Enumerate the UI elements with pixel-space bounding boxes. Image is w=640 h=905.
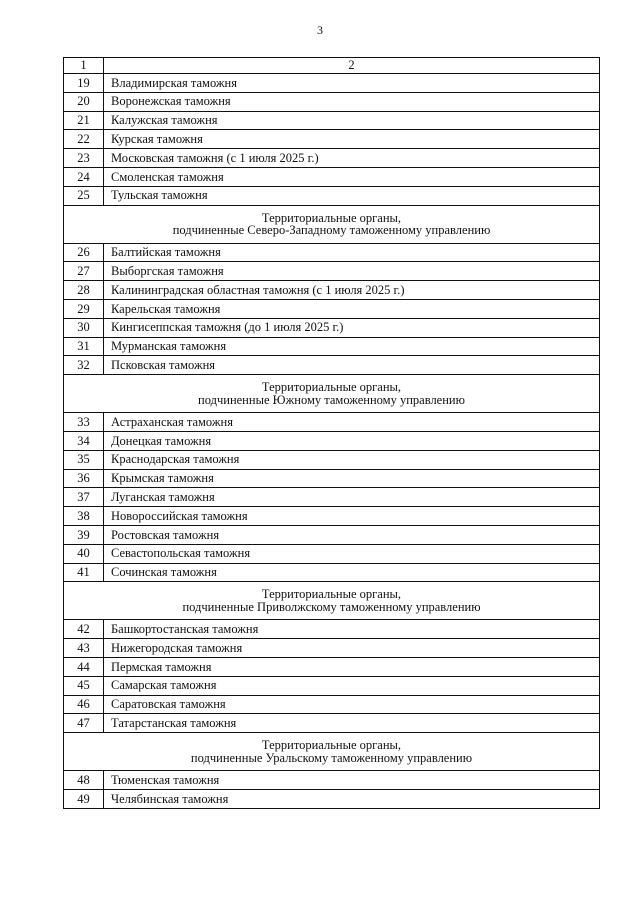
row-number: 46	[64, 695, 104, 714]
row-number: 38	[64, 507, 104, 526]
table-row	[64, 262, 600, 281]
section-heading: Территориальные органы, подчиненные Южному таможенному управлению	[64, 375, 600, 413]
row-number: 48	[64, 771, 104, 790]
customs-office-name: Луганская таможня	[104, 488, 600, 507]
row-number: 45	[64, 676, 104, 695]
section-heading-row	[64, 375, 600, 413]
table-row	[64, 563, 600, 582]
row-number: 30	[64, 318, 104, 337]
customs-office-name: Краснодарская таможня	[104, 450, 600, 469]
customs-office-name: Кингисеппская таможня (до 1 июля 2025 г.)	[104, 318, 600, 337]
section-heading-row	[64, 733, 600, 771]
section-heading: Территориальные органы, подчиненные Северо-Западному таможенному управлению	[64, 205, 600, 243]
page-number: 3	[317, 23, 323, 37]
table-row	[64, 130, 600, 149]
customs-office-name: Балтийская таможня	[104, 243, 600, 262]
customs-office-name: Крымская таможня	[104, 469, 600, 488]
row-number: 49	[64, 789, 104, 808]
customs-office-name: Псковская таможня	[104, 356, 600, 375]
table-row	[64, 695, 600, 714]
table-row	[64, 92, 600, 111]
customs-office-name: Саратовская таможня	[104, 695, 600, 714]
row-number: 26	[64, 243, 104, 262]
row-number: 22	[64, 130, 104, 149]
table-row	[64, 149, 600, 168]
customs-office-name: Выборгская таможня	[104, 262, 600, 281]
customs-office-name: Нижегородская таможня	[104, 639, 600, 658]
row-number: 44	[64, 657, 104, 676]
table-row	[64, 167, 600, 186]
customs-office-name: Новороссийская таможня	[104, 507, 600, 526]
customs-office-name: Смоленская таможня	[104, 167, 600, 186]
table-row	[64, 337, 600, 356]
table-row	[64, 469, 600, 488]
customs-office-name: Сочинская таможня	[104, 563, 600, 582]
customs-office-name: Челябинская таможня	[104, 789, 600, 808]
customs-office-name: Самарская таможня	[104, 676, 600, 695]
table-row	[64, 356, 600, 375]
table-row	[64, 507, 600, 526]
table-row	[64, 111, 600, 130]
row-number: 39	[64, 525, 104, 544]
table-header-row	[64, 58, 600, 74]
column-header-2: 2	[104, 58, 600, 74]
customs-office-name: Владимирская таможня	[104, 74, 600, 93]
table-row	[64, 544, 600, 563]
row-number: 23	[64, 149, 104, 168]
section-heading: Территориальные органы, подчиненные Уральскому таможенному управлению	[64, 733, 600, 771]
row-number: 34	[64, 431, 104, 450]
table-row	[64, 525, 600, 544]
row-number: 27	[64, 262, 104, 281]
row-number: 36	[64, 469, 104, 488]
table-row	[64, 318, 600, 337]
table-row	[64, 299, 600, 318]
table-row	[64, 657, 600, 676]
table-row	[64, 450, 600, 469]
customs-office-name: Пермская таможня	[104, 657, 600, 676]
customs-office-name: Тульская таможня	[104, 186, 600, 205]
customs-offices-table	[63, 57, 600, 809]
customs-office-name: Севастопольская таможня	[104, 544, 600, 563]
row-number: 37	[64, 488, 104, 507]
customs-office-name: Донецкая таможня	[104, 431, 600, 450]
table-row	[64, 620, 600, 639]
row-number: 47	[64, 714, 104, 733]
row-number: 20	[64, 92, 104, 111]
row-number: 29	[64, 299, 104, 318]
row-number: 32	[64, 356, 104, 375]
customs-office-name: Башкортостанская таможня	[104, 620, 600, 639]
table-row	[64, 74, 600, 93]
section-heading-row	[64, 582, 600, 620]
customs-office-name: Курская таможня	[104, 130, 600, 149]
row-number: 24	[64, 167, 104, 186]
table-row	[64, 431, 600, 450]
customs-office-name: Калужская таможня	[104, 111, 600, 130]
table-row	[64, 186, 600, 205]
row-number: 21	[64, 111, 104, 130]
row-number: 25	[64, 186, 104, 205]
table-row	[64, 789, 600, 808]
section-heading: Территориальные органы, подчиненные Приволжскому таможенному управлению	[64, 582, 600, 620]
table-row	[64, 771, 600, 790]
table-row	[64, 281, 600, 300]
customs-office-name: Ростовская таможня	[104, 525, 600, 544]
table-row	[64, 488, 600, 507]
row-number: 19	[64, 74, 104, 93]
customs-office-name: Тюменская таможня	[104, 771, 600, 790]
customs-office-name: Мурманская таможня	[104, 337, 600, 356]
table-row	[64, 676, 600, 695]
customs-office-name: Татарстанская таможня	[104, 714, 600, 733]
row-number: 40	[64, 544, 104, 563]
customs-office-name: Московская таможня (с 1 июля 2025 г.)	[104, 149, 600, 168]
section-heading-row	[64, 205, 600, 243]
table-row	[64, 413, 600, 432]
row-number: 33	[64, 413, 104, 432]
column-header-1: 1	[64, 58, 104, 74]
table-row	[64, 714, 600, 733]
row-number: 31	[64, 337, 104, 356]
table-body	[64, 58, 600, 809]
row-number: 35	[64, 450, 104, 469]
row-number: 28	[64, 281, 104, 300]
table-row	[64, 243, 600, 262]
customs-office-name: Воронежская таможня	[104, 92, 600, 111]
row-number: 42	[64, 620, 104, 639]
row-number: 41	[64, 563, 104, 582]
table-row	[64, 639, 600, 658]
customs-office-name: Астраханская таможня	[104, 413, 600, 432]
customs-office-name: Калининградская областная таможня (с 1 июля 2025 г.)	[104, 281, 600, 300]
customs-office-name: Карельская таможня	[104, 299, 600, 318]
row-number: 43	[64, 639, 104, 658]
